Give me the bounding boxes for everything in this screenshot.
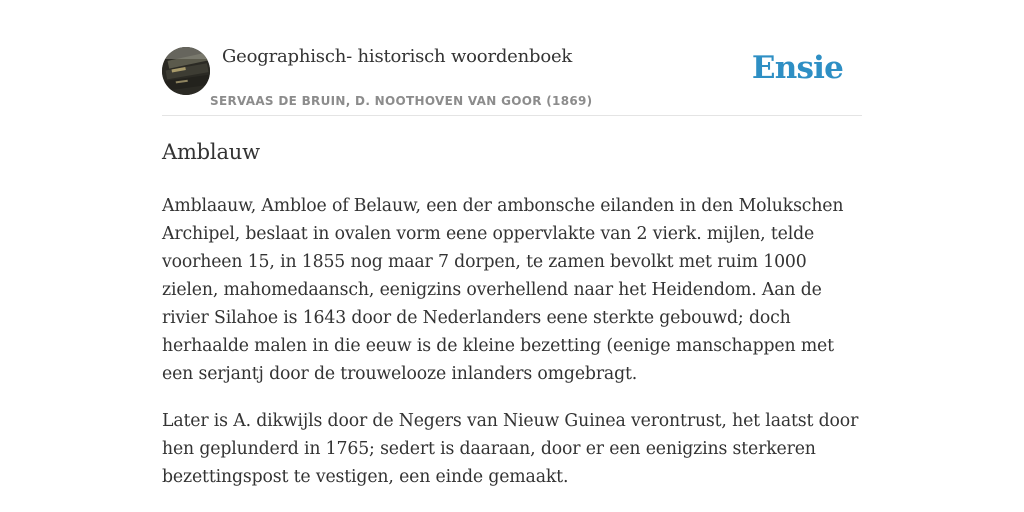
book-header [162,0,862,116]
book-cover-icon[interactable] [162,47,210,95]
page-container [162,0,862,487]
entry-title: Amblauw [162,140,260,164]
book-author: SERVAAS DE BRUIN, D. NOOTHOVEN VAN GOOR (1869) [210,94,593,108]
entry-body [162,192,862,510]
brand-logo[interactable]: Ensie [751,50,843,86]
entry-paragraph: Later is A. dikwijls door de Negers van Nieuw Guinea verontrust, het laatst door hen geplunderd in 1765; sedert is daaraan, door er een eenigzins sterkeren bezettingspost te vestigen, een einde gemaakt. [162,411,859,487]
book-title[interactable]: Geographisch- historisch woordenboek [222,46,573,67]
entry-paragraph: Amblaauw, Ambloe of Belauw, een der ambonsche eilanden in den Molukschen Archipel, beslaat in ovalen vorm eene oppervlakte van 2 vierk. mijlen, telde voorheen 15, in 1855 nog maar 7 dorpen, te zamen bevolkt met ruim 1000 zielen, mahomedaansch, eenigzins overhellend naar het Heidendom. Aan de rivier Silahoe is 1643 door de Nederlanders eene sterkte gebouwd; doch herhaalde malen in die eeuw is de kleine bezetting (eenige manschappen met een serjantj door de trouwelooze inlanders omgebragt. [162,196,844,384]
